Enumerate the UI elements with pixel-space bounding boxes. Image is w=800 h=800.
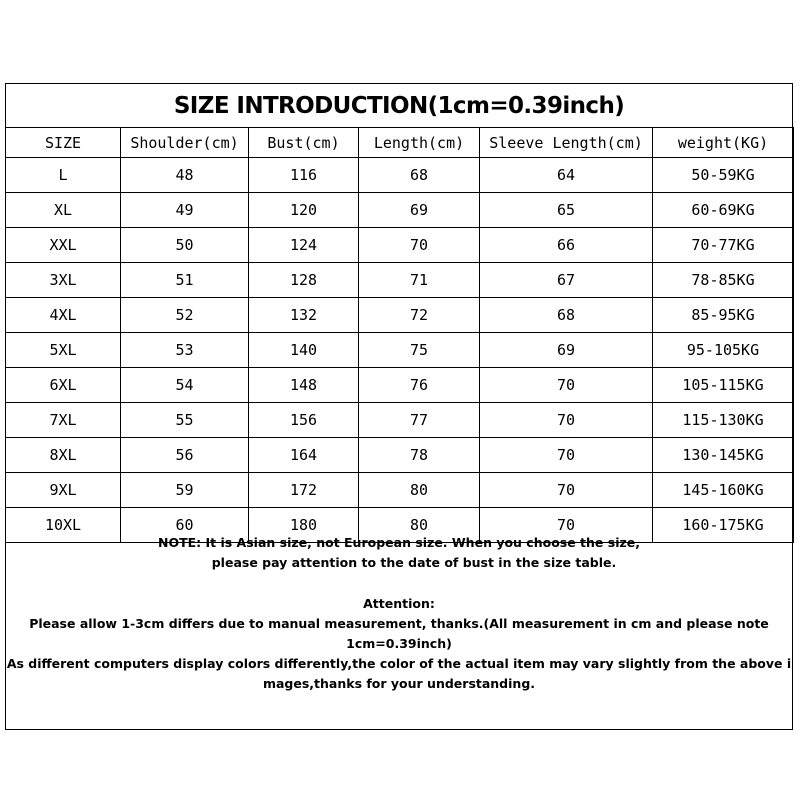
cell-sleeve-length: 68 bbox=[480, 298, 653, 333]
header-weight: weight(KG) bbox=[653, 128, 794, 158]
cell-bust: 148 bbox=[249, 368, 359, 403]
notes-section bbox=[6, 533, 792, 694]
cell-size: 10XL bbox=[6, 508, 121, 543]
cell-length: 68 bbox=[359, 158, 480, 193]
cell-length: 80 bbox=[359, 473, 480, 508]
cell-weight: 105-115KG bbox=[653, 368, 794, 403]
cell-size: 4XL bbox=[6, 298, 121, 333]
cell-bust: 128 bbox=[249, 263, 359, 298]
cell-size: XXL bbox=[6, 228, 121, 263]
cell-weight: 115-130KG bbox=[653, 403, 794, 438]
cell-size: 3XL bbox=[6, 263, 121, 298]
cell-length: 76 bbox=[359, 368, 480, 403]
cell-shoulder: 56 bbox=[121, 438, 249, 473]
cell-sleeve-length: 70 bbox=[480, 368, 653, 403]
cell-size: XL bbox=[6, 193, 121, 228]
notes-spacer bbox=[6, 573, 792, 594]
cell-length: 75 bbox=[359, 333, 480, 368]
note-line-2: please pay attention to the date of bust in the size table. bbox=[211, 555, 617, 570]
cell-sleeve-length: 70 bbox=[480, 403, 653, 438]
cell-size: 7XL bbox=[6, 403, 121, 438]
cell-shoulder: 50 bbox=[121, 228, 249, 263]
chart-title: SIZE INTRODUCTION(1cm=0.39inch) bbox=[6, 84, 792, 128]
header-shoulder: Shoulder(cm) bbox=[121, 128, 249, 158]
cell-weight: 70-77KG bbox=[653, 228, 794, 263]
cell-weight: 95-105KG bbox=[653, 333, 794, 368]
cell-length: 77 bbox=[359, 403, 480, 438]
table-row bbox=[6, 333, 794, 368]
header-sleeve-length: Sleeve Length(cm) bbox=[480, 128, 653, 158]
cell-weight: 60-69KG bbox=[653, 193, 794, 228]
cell-shoulder: 51 bbox=[121, 263, 249, 298]
header-bust: Bust(cm) bbox=[249, 128, 359, 158]
size-table bbox=[5, 127, 794, 543]
cell-size: 8XL bbox=[6, 438, 121, 473]
cell-bust: 120 bbox=[249, 193, 359, 228]
cell-length: 80 bbox=[359, 508, 480, 543]
cell-size: L bbox=[6, 158, 121, 193]
attention-line-3: As different computers display colors differently,the color of the actual item may vary slightly from the above i bbox=[6, 656, 792, 671]
table-header-row bbox=[6, 128, 794, 158]
cell-bust: 132 bbox=[249, 298, 359, 333]
cell-shoulder: 54 bbox=[121, 368, 249, 403]
cell-sleeve-length: 64 bbox=[480, 158, 653, 193]
cell-weight: 78-85KG bbox=[653, 263, 794, 298]
cell-bust: 140 bbox=[249, 333, 359, 368]
cell-sleeve-length: 65 bbox=[480, 193, 653, 228]
cell-shoulder: 60 bbox=[121, 508, 249, 543]
cell-shoulder: 53 bbox=[121, 333, 249, 368]
table-row bbox=[6, 158, 794, 193]
cell-shoulder: 55 bbox=[121, 403, 249, 438]
cell-sleeve-length: 67 bbox=[480, 263, 653, 298]
size-chart-frame bbox=[5, 83, 793, 730]
cell-sleeve-length: 70 bbox=[480, 473, 653, 508]
cell-sleeve-length: 69 bbox=[480, 333, 653, 368]
cell-weight: 130-145KG bbox=[653, 438, 794, 473]
cell-bust: 124 bbox=[249, 228, 359, 263]
attention-line-2: 1cm=0.39inch) bbox=[346, 636, 452, 651]
table-row bbox=[6, 193, 794, 228]
cell-size: 9XL bbox=[6, 473, 121, 508]
cell-bust: 116 bbox=[249, 158, 359, 193]
attention-line-4: mages,thanks for your understanding. bbox=[262, 676, 536, 691]
cell-weight: 50-59KG bbox=[653, 158, 794, 193]
attention-title: Attention: bbox=[363, 596, 435, 611]
cell-shoulder: 49 bbox=[121, 193, 249, 228]
cell-shoulder: 48 bbox=[121, 158, 249, 193]
cell-size: 5XL bbox=[6, 333, 121, 368]
table-row bbox=[6, 403, 794, 438]
header-size: SIZE bbox=[6, 128, 121, 158]
cell-shoulder: 59 bbox=[121, 473, 249, 508]
cell-sleeve-length: 70 bbox=[480, 508, 653, 543]
cell-bust: 172 bbox=[249, 473, 359, 508]
cell-sleeve-length: 66 bbox=[480, 228, 653, 263]
cell-bust: 180 bbox=[249, 508, 359, 543]
cell-length: 72 bbox=[359, 298, 480, 333]
cell-length: 70 bbox=[359, 228, 480, 263]
cell-sleeve-length: 70 bbox=[480, 438, 653, 473]
cell-size: 6XL bbox=[6, 368, 121, 403]
cell-weight: 145-160KG bbox=[653, 473, 794, 508]
table-row bbox=[6, 298, 794, 333]
cell-length: 71 bbox=[359, 263, 480, 298]
table-row bbox=[6, 473, 794, 508]
cell-bust: 164 bbox=[249, 438, 359, 473]
header-length: Length(cm) bbox=[359, 128, 480, 158]
cell-shoulder: 52 bbox=[121, 298, 249, 333]
table-row bbox=[6, 368, 794, 403]
cell-length: 78 bbox=[359, 438, 480, 473]
table-row bbox=[6, 228, 794, 263]
cell-bust: 156 bbox=[249, 403, 359, 438]
attention-line-1: Please allow 1-3cm differs due to manual measurement, thanks.(All measurement in cm and please note bbox=[29, 616, 769, 631]
table-row bbox=[6, 438, 794, 473]
cell-weight: 160-175KG bbox=[653, 508, 794, 543]
cell-length: 69 bbox=[359, 193, 480, 228]
table-row bbox=[6, 263, 794, 298]
cell-weight: 85-95KG bbox=[653, 298, 794, 333]
note-line-1: NOTE: It is Asian size, not European size. When you choose the size, bbox=[157, 535, 640, 550]
